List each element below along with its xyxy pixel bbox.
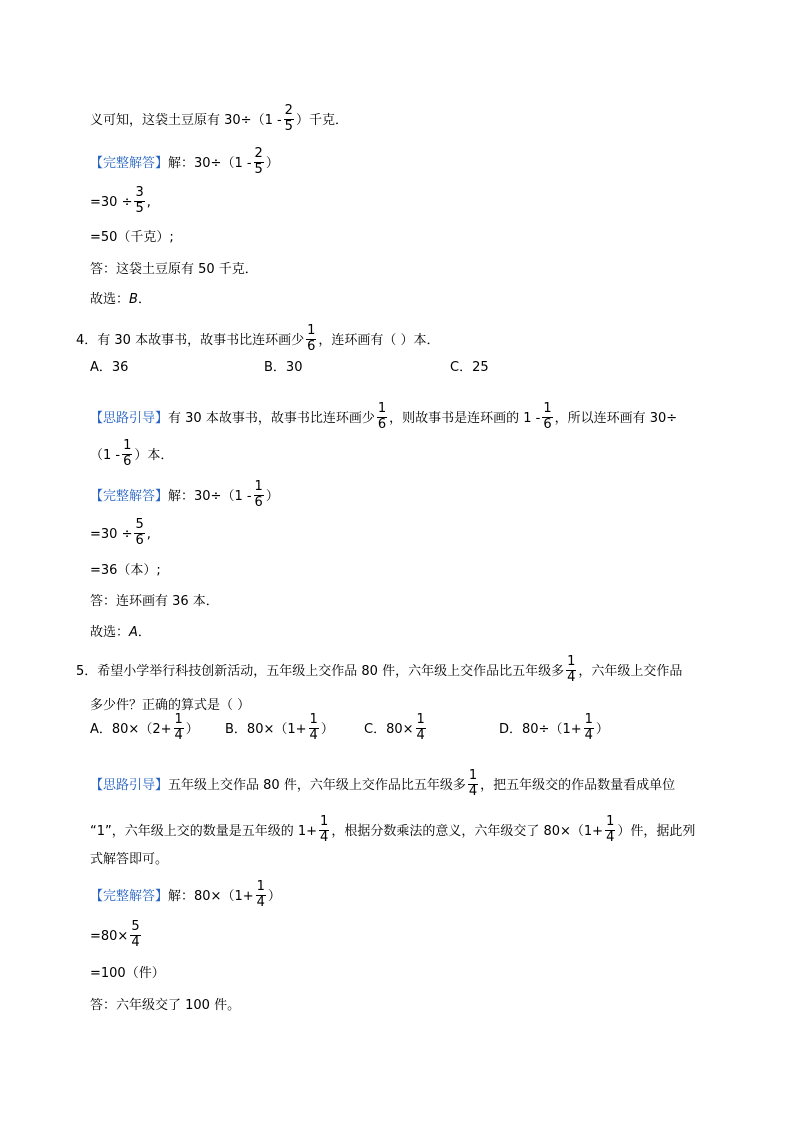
question-4-stem: 4．有 30 本故事书，故事书比连环画少 $\frac{1}{6}$ ，连环画有（ ）本． bbox=[76, 323, 440, 354]
fraction: $\frac{2}{5}$ bbox=[254, 146, 263, 177]
solution-tag: 【完整解答】 bbox=[90, 155, 169, 171]
fraction: $\frac{1}{4}$ bbox=[309, 711, 318, 743]
step-line: =36（本）; bbox=[90, 563, 161, 578]
solution-tag: 【完整解答】 bbox=[90, 888, 169, 904]
option-b: B．30 bbox=[264, 359, 303, 375]
fraction: $\frac{1}{4}$ bbox=[567, 654, 576, 685]
step-line: =100（件） bbox=[90, 966, 165, 981]
answer-line: 答：连环画有 36 本． bbox=[90, 594, 219, 609]
question-5-stem: 5．希望小学举行科技创新活动，五年级上交作品 80 件，六年级上交作品比五年级多 $\frac{1}{4}$ ，六年级上交作品 bbox=[76, 654, 683, 685]
step-line: =50（千克）; bbox=[90, 230, 174, 245]
fraction: $\frac{1}{6}$ bbox=[254, 479, 263, 510]
fraction: $\frac{1}{4}$ bbox=[174, 711, 183, 743]
option-c: C．25 bbox=[450, 359, 489, 375]
option-d: D．80÷（1+ $\frac{1}{4}$ ） bbox=[499, 711, 609, 743]
hint-tag: 【思路引导】 bbox=[90, 777, 169, 793]
solution-line: 【完整解答】 解：80×（1+ $\frac{1}{4}$ ） bbox=[90, 879, 281, 910]
fraction: $\frac{1}{4}$ bbox=[468, 768, 478, 799]
choice-line: 故选： B ． bbox=[90, 292, 151, 307]
option-a: A．80×（2+ $\frac{1}{4}$ ） bbox=[90, 711, 199, 743]
fraction: $\frac{1}{6}$ bbox=[543, 401, 552, 432]
step-line: =30 ÷ $\frac{3}{5}$ , bbox=[90, 185, 151, 216]
answer-line: 答：六年级交了 100 件。 bbox=[90, 998, 241, 1013]
fraction: $\frac{1}{6}$ bbox=[307, 323, 316, 354]
hint-line: 式解答即可。 bbox=[90, 852, 169, 867]
fraction: $\frac{1}{4}$ bbox=[256, 879, 265, 910]
text-line: 义可知，这袋土豆原有 30÷（1 - $\frac{2}{5}$ ）千克． bbox=[90, 103, 348, 134]
solution-tag: 【完整解答】 bbox=[90, 488, 169, 504]
fraction: $\frac{5}{4}$ bbox=[131, 919, 140, 950]
hint-line: 【思路引导】 有 30 本故事书，故事书比连环画少 $\frac{1}{6}$ ，则故事书是连环画的 1 - $\frac{1}{6}$ ，所以连环画有 30÷ bbox=[90, 401, 678, 432]
fraction: $\frac{3}{5}$ bbox=[135, 185, 144, 216]
option-b: B．80×（1+ $\frac{1}{4}$ ） bbox=[225, 711, 334, 743]
step-line: =80× $\frac{5}{4}$ bbox=[90, 919, 140, 950]
choice-line: 故选： A ． bbox=[90, 625, 151, 640]
hint-line: 【思路引导】 五年级上交作品 80 件，六年级上交作品比五年级多 $\frac{1}{4}$ ，把五年级交的作品数量看成单位 bbox=[90, 768, 676, 799]
hint-line: （1 - $\frac{1}{6}$ ）本． bbox=[90, 438, 174, 469]
solution-line: 【完整解答】 解：30÷（1 - $\frac{1}{6}$ ） bbox=[90, 479, 279, 510]
question-text: 多少件？正确的算式是（ ） bbox=[90, 698, 251, 713]
solution-line: 【完整解答】 解：30÷（1 - $\frac{2}{5}$ ） bbox=[90, 146, 279, 177]
fraction: $\frac{1}{4}$ bbox=[606, 814, 615, 845]
option-c: C．80× $\frac{1}{4}$ bbox=[364, 711, 425, 743]
fraction: $\frac{1}{4}$ bbox=[584, 711, 593, 743]
answer-line: 答：这袋土豆原有 50 千克． bbox=[90, 262, 258, 277]
fraction: $\frac{1}{4}$ bbox=[416, 711, 425, 743]
fraction: $\frac{1}{6}$ bbox=[377, 401, 387, 432]
fraction: $\frac{2}{5}$ bbox=[284, 103, 293, 134]
hint-tag: 【思路引导】 bbox=[90, 410, 169, 426]
option-a: A．36 bbox=[90, 359, 129, 375]
fraction: $\frac{5}{6}$ bbox=[135, 517, 144, 548]
fraction: $\frac{1}{6}$ bbox=[123, 438, 132, 469]
hint-line: “1”，六年级上交的数量是五年级的 1+ $\frac{1}{4}$ ，根据分数乘法的意义，六年级交了 80×（1+ $\frac{1}{4}$ ）件，据此列 bbox=[90, 814, 696, 845]
step-line: =30 ÷ $\frac{5}{6}$ , bbox=[90, 517, 151, 548]
fraction: $\frac{1}{4}$ bbox=[320, 814, 329, 845]
